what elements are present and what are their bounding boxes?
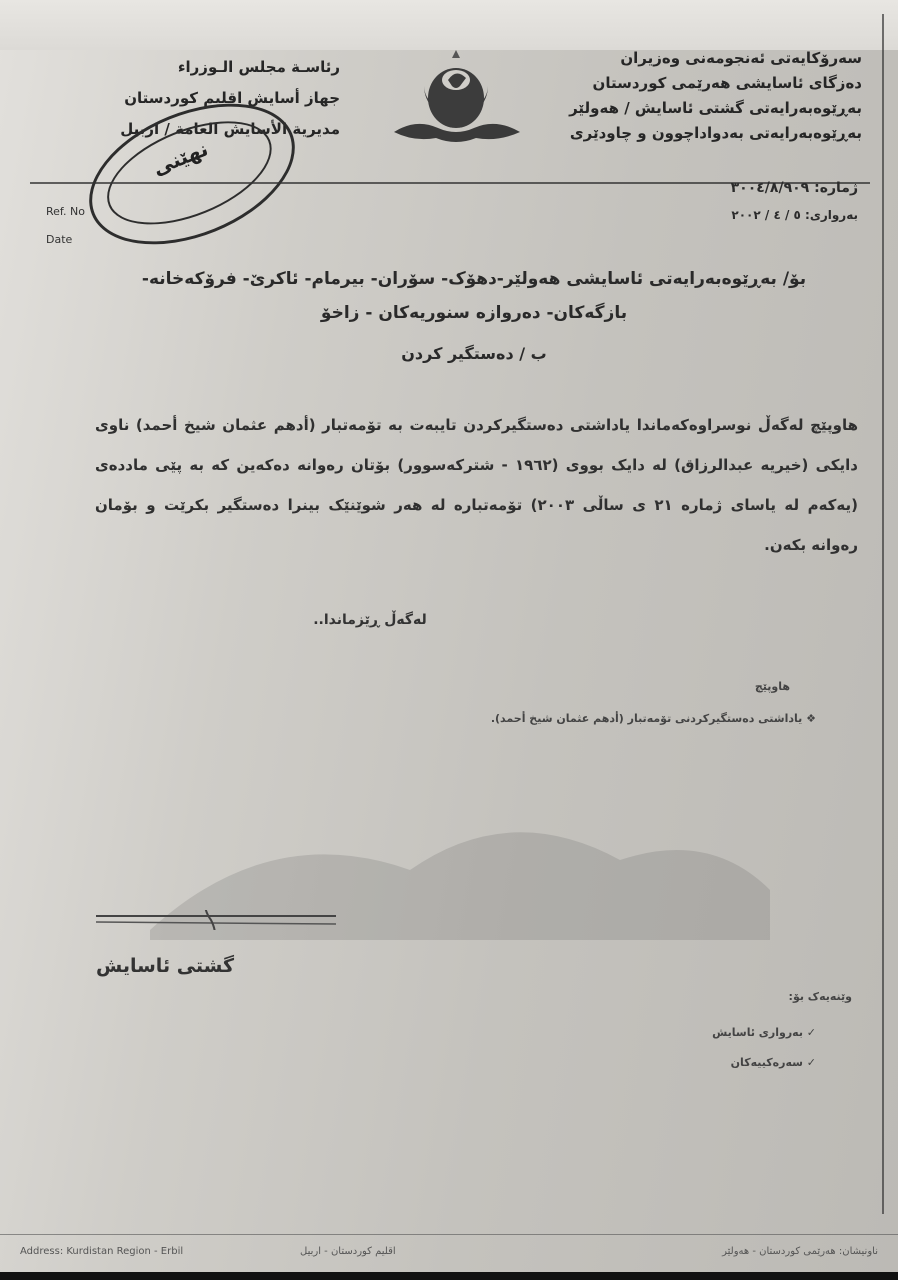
footer-divider (0, 1234, 898, 1235)
attachments-title: هاوپێچ (754, 680, 790, 693)
letterhead-line: بەڕێوەبەرایەتی بەدواداچوون و چاودێری (569, 124, 862, 142)
stamp-text: نهێنی (149, 136, 212, 181)
date-label: Date (46, 233, 73, 246)
letter-body: هاوپێچ لەگەڵ نوسراوەکەماندا یاداشتی دەستگیرکردن تایبەت بە تۆمەتبار (أدهم عثمان شيخ أحمد) ناوی دایکی (خیریە عبدالرزاق) لە دایک بووی (١٩٦٢ - شترکەسوور) بۆتان رەوانە دەکەین کە بە پێی ماددەی (یەکەم لە یاسای ژمارە ٢١ ی ساڵی ٢٠٠٣) تۆمەتبارە لە هەر شوێنێک بینرا دەستگیر بکرێت و بۆمان رەوانە بکەن. (95, 416, 858, 554)
letterhead-line: جهاز أسايش اقليم كوردستان (124, 89, 340, 107)
cc-item: ✓ سەرەکییەکان (730, 1056, 816, 1069)
letterhead-kurdish (542, 46, 862, 146)
footer-address-ar: اقليم كوردستان - اربيل (300, 1246, 396, 1257)
addressee-line: بازگەکان- دەروازە سنوریەکان - زاخۆ (320, 303, 628, 323)
diamond-bullet-icon: ❖ (802, 712, 816, 725)
scan-top-margin (0, 0, 898, 50)
addressee-line: بۆ/ بەڕێوەبەرایەتی ئاسایشی هەولێر-دهۆک- سۆران- بیرمام- ئاکرێ- فرۆکەخانە- (141, 269, 807, 289)
reference-number: ژمارە: ٣٠٠٤/٨/٩٠٩ (730, 180, 858, 196)
reference-date: بەرواری: ٥ / ٤ / ٢٠٠٢ (731, 208, 858, 222)
addressee (90, 262, 858, 330)
letterhead-line: رئاسـة مجلس الـوزراء (177, 58, 340, 76)
page-edge-line (882, 14, 884, 1214)
letterhead-line: بەڕێوەبەرایەتی گشتی ئاسایش / هەولێر (569, 99, 862, 117)
checkmark-icon: ✓ (802, 1056, 816, 1069)
ref-label: Ref. No (46, 205, 85, 218)
letterhead-line: سەرۆکایەتی ئەنجومەنی وەزیران (620, 49, 862, 67)
signature-scribble-icon (96, 910, 336, 930)
checkmark-icon: ✓ (802, 1026, 816, 1039)
closing-phrase: لەگەڵ ڕێزماندا.. (313, 612, 427, 628)
cc-title: وێنەیەک بۆ: (788, 990, 852, 1003)
scan-bottom-edge (0, 1272, 898, 1280)
kurdistan-eagle-emblem-icon (386, 46, 526, 156)
footer-address-ku: ناونیشان: هەرێمی کوردستان - هەولێر (722, 1246, 878, 1257)
signatory-title: گشتی ئاسایش (96, 955, 235, 977)
cc-item: ✓ بەرواری ئاسایش (712, 1026, 816, 1039)
letterhead-line: دەزگای ئاسایشی هەرێمی کوردستان (592, 74, 862, 92)
attachment-item: ❖ یاداشتی دەستگیرکردنی تۆمەتبار (أدهم عثمان شيخ أحمد). (490, 712, 816, 725)
letterhead-line: مديرية الأسايش العامة / اربيل (120, 120, 340, 138)
footer-address-en: Address: Kurdistan Region - Erbil (20, 1246, 184, 1257)
subject-line: ب / دەستگیر کردن (401, 344, 547, 363)
